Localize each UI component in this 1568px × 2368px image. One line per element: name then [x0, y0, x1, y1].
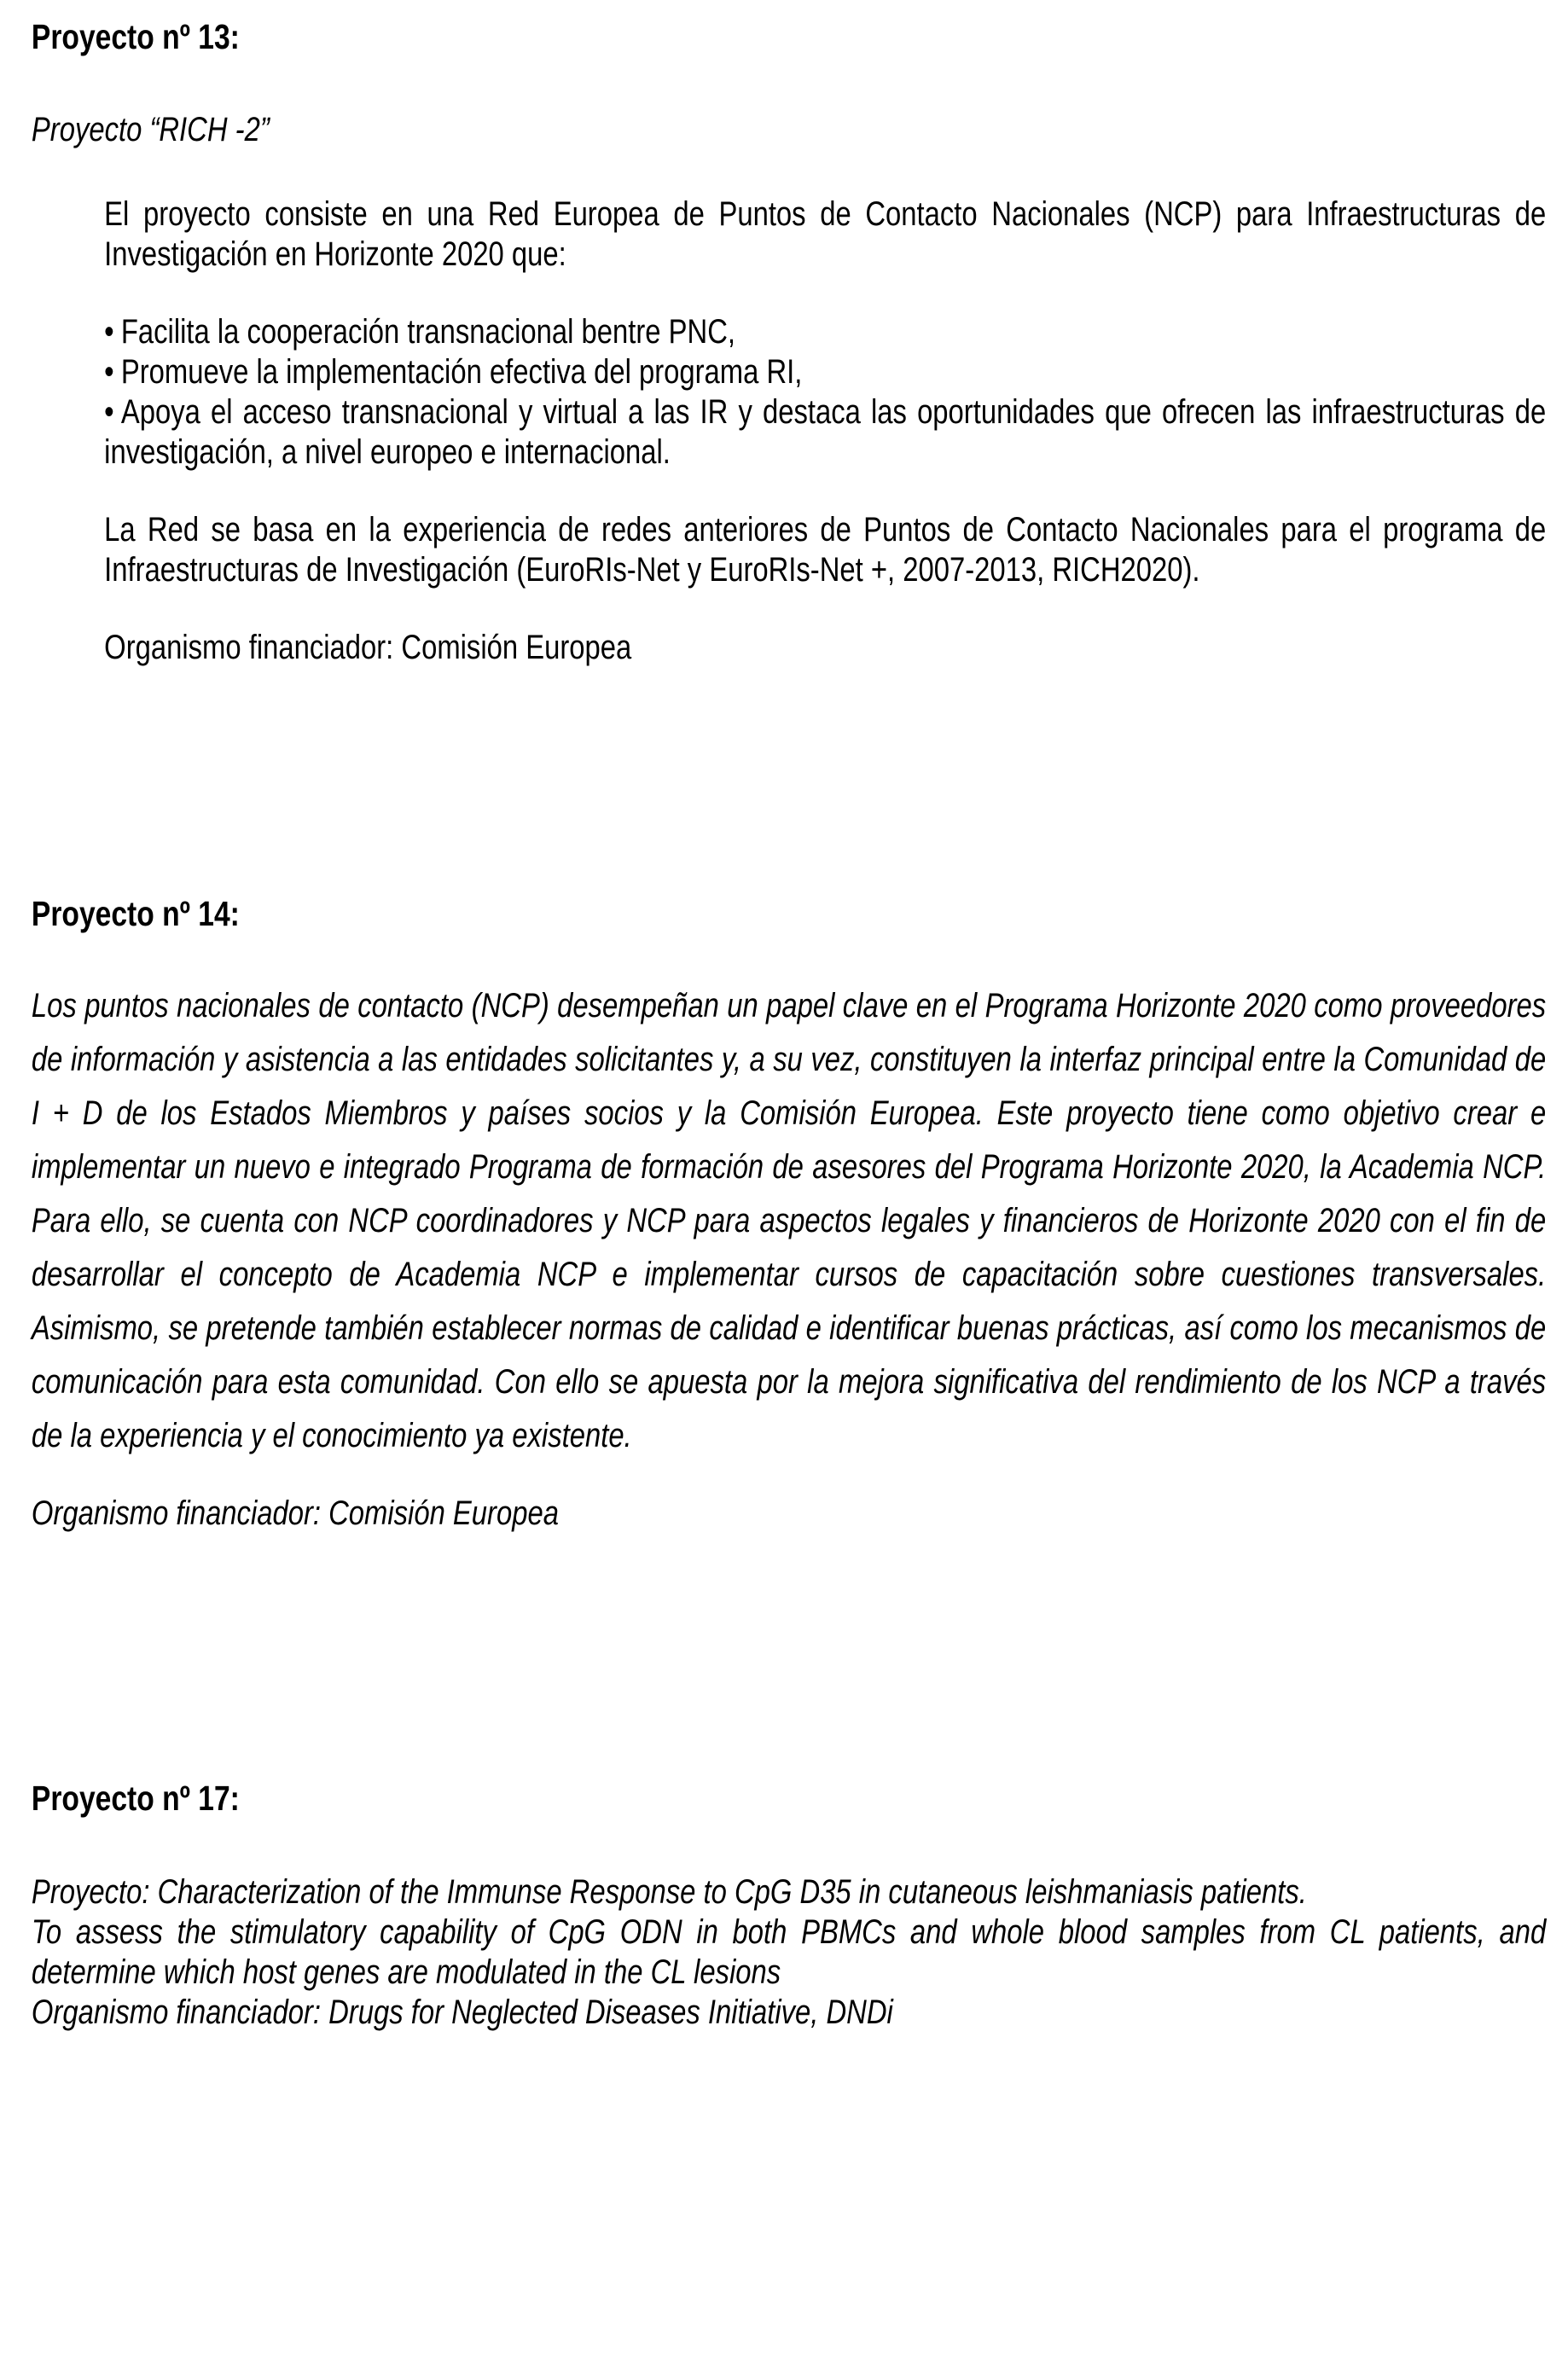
bullet-item — [104, 352, 1546, 392]
project-intro: El proyecto consiste en una Red Europea de Puntos de Contacto Nacionales (NCP) para Infraestructuras de Investigación en Horizonte 2020 que: — [104, 195, 1547, 273]
project-funder: Organismo financiador: Comisión Europea — [104, 629, 632, 666]
bullet-text: Apoya el acceso transnacional y virtual a las IR y destaca las oportunidades que ofrecen las infraestructuras de investigación, a nivel europeo e internacional. — [104, 393, 1547, 471]
bullet-icon: • — [104, 353, 114, 391]
project-body — [32, 979, 1546, 1534]
project-objective: To assess the stimulatory capability of CpG ODN in both PBMCs and whole blood samples from CL patients, and determine which host genes are modulated in the CL lesions — [31, 1913, 1547, 1991]
project-funder: Organismo financiador: Comisión Europea — [31, 1495, 559, 1532]
bullet-item — [104, 312, 1546, 352]
project-body — [32, 1872, 1546, 2033]
project-description: Los puntos nacionales de contacto (NCP) desempeñan un papel clave en el Programa Horizonte 2020 como proveedores de información y asistencia a las entidades solicitantes y, a su vez, constituyen la interfaz principal entre la Comunidad de I + D de los Estados Miembros y países socios y la Comisión Europea. Este proyecto tiene como objetivo crear e implementar un nuevo e integrado Programa de formación de asesores del Programa Horizonte 2020, la Academia NCP. Para ello, se cuenta con NCP coordinadores y NCP para aspectos legales y financieros de Horizonte 2020 con el fin de desarrollar el concepto de Academia NCP e implementar cursos de capacitación sobre cuestiones transversales. Asimismo, se pretende también establecer normas de calidad e identificar buenas prácticas, así como los mecanismos de comunicación para esta comunidad. Con ello se apuesta por la mejora significativa del rendimiento de los NCP a través de la experiencia y el conocimiento ya existente. — [31, 987, 1547, 1454]
project-bullet-list — [104, 312, 1546, 473]
project-body — [104, 194, 1546, 668]
project-subtitle: Proyecto “RICH -2” — [31, 111, 270, 148]
bullet-item — [104, 392, 1546, 473]
project-background: La Red se basa en la experiencia de redes anteriores de Puntos de Contacto Nacionales para el programa de Infraestructuras de Investigación (EuroRIs-Net y EuroRIs-Net +, 2007-2013, RICH2020). — [104, 511, 1547, 589]
bullet-text: Facilita la cooperación transnacional bentre PNC, — [120, 313, 736, 351]
project-heading: Proyecto nº 17: — [31, 1779, 240, 1818]
project-heading: Proyecto nº 13: — [31, 17, 240, 56]
bullet-text: Promueve la implementación efectiva del programa RI, — [120, 353, 803, 391]
project-funder: Organismo financiador: Drugs for Neglected Diseases Initiative, DNDi — [31, 1994, 893, 2031]
bullet-icon: • — [104, 313, 114, 351]
project-heading: Proyecto nº 14: — [31, 894, 240, 933]
project-title: Proyecto: Characterization of the Immunse Response to CpG D35 in cutaneous leishmaniasis patients. — [31, 1873, 1307, 1911]
bullet-icon: • — [104, 393, 114, 431]
